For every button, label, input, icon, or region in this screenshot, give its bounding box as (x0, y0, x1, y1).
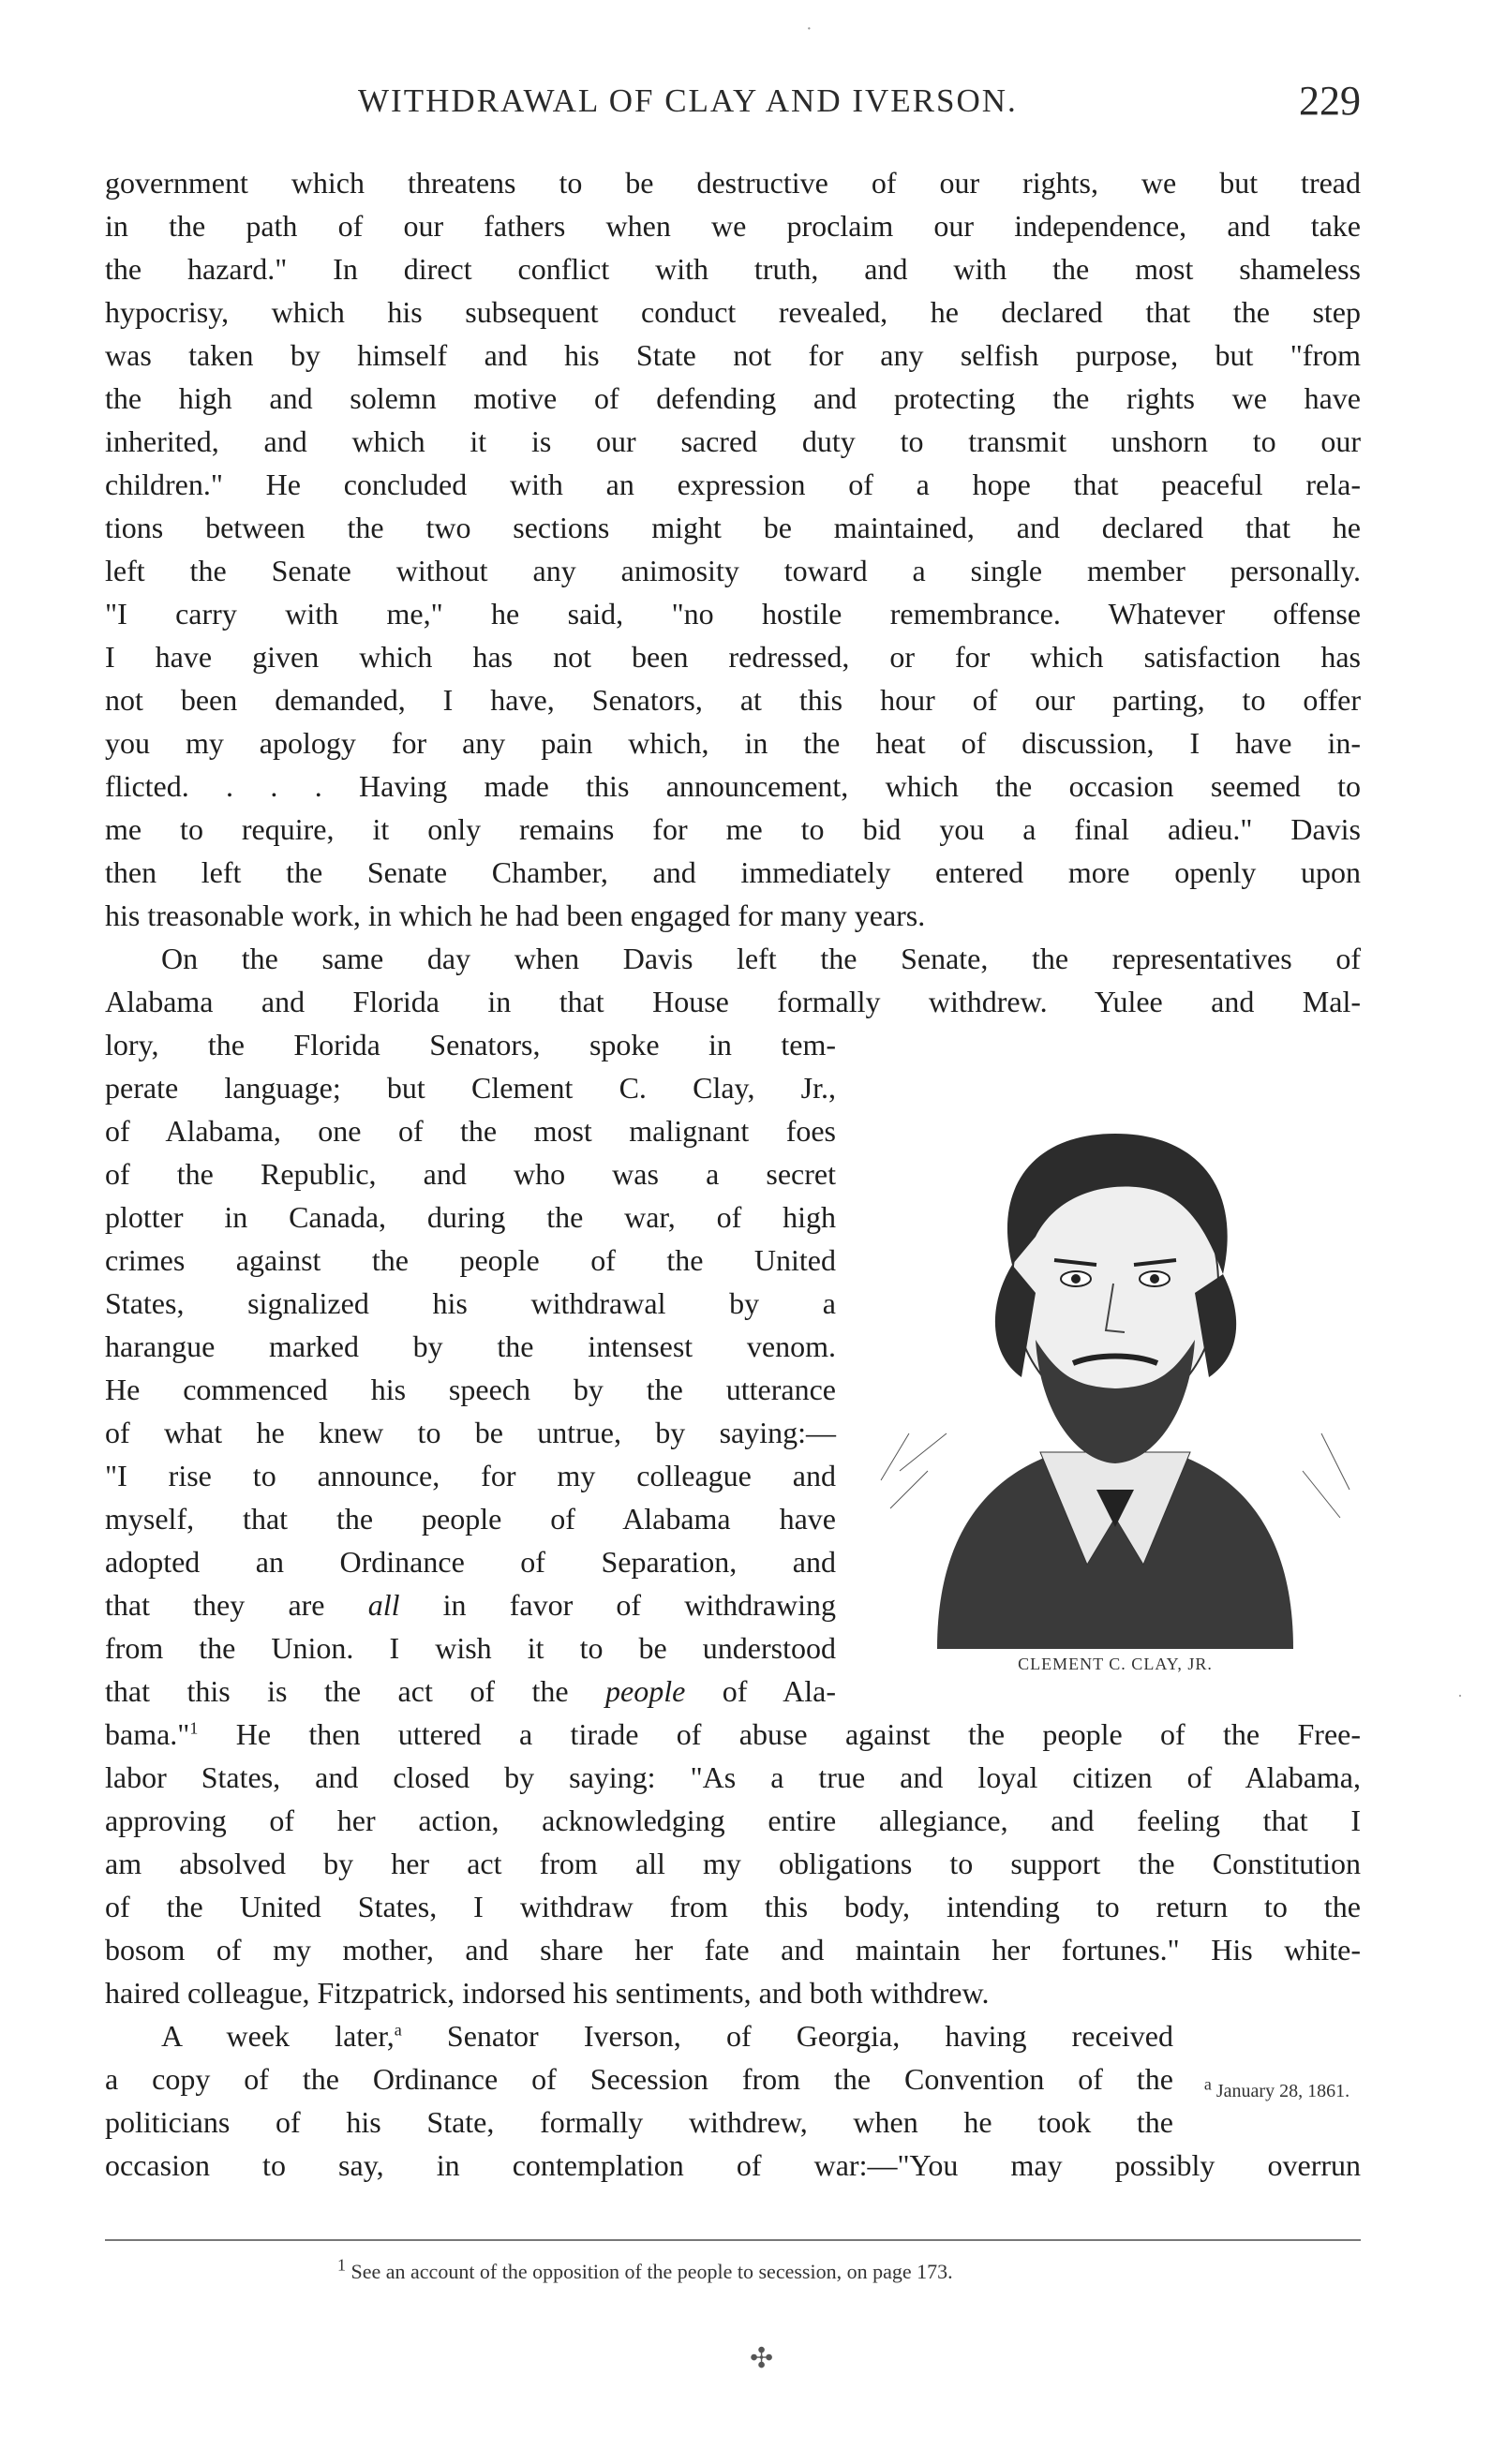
text-line (105, 1583, 836, 1626)
text-line: in the path of our fathers when we proclaim our independence, and take (105, 209, 1361, 243)
ornament-icon: ✣ (750, 2343, 774, 2374)
text-line: of the United States, I withdraw from this body, intending to return to the (105, 1890, 1361, 1923)
text-line: approving of her action, acknowledging entire allegiance, and feeling that I (105, 1803, 1361, 1837)
print-speck: · (1457, 1686, 1463, 1705)
text-line: am absolved by her act from all my obligations to support the Constitution (105, 1847, 1361, 1880)
text-line: plotter in Canada, during the war, of high (105, 1200, 836, 1234)
text-line: me to require, it only remains for me to bid you a final adieu." Davis (105, 812, 1361, 846)
footnote-text: See an account of the opposition of the people to secession, on page 173. (346, 2260, 953, 2283)
running-title: WITHDRAWAL OF CLAY AND IVERSON. (358, 82, 1018, 119)
margin-note-date: January 28, 1861. (1215, 2081, 1350, 2101)
text-line: States, signalized his withdrawal by a (105, 1286, 836, 1320)
text-line: bosom of my mother, and share her fate and maintain her fortunes." His white- (105, 1933, 1361, 1967)
text-line: not been demanded, I have, Senators, at this hour of our parting, to offer (105, 683, 1361, 717)
text-line: myself, that the people of Alabama have (105, 1502, 836, 1536)
text-line: of what he knew to be untrue, by saying:— (105, 1416, 836, 1449)
margin-note (1195, 2074, 1359, 2102)
footnote-marker: 1 (337, 2255, 346, 2275)
portrait-engraving (872, 1077, 1359, 1649)
portrait-figure (872, 1077, 1359, 1696)
text-line: the hazard." In direct conflict with truth, and with the most shameless (105, 252, 1361, 286)
text-span: that this is the act of the (105, 1674, 606, 1708)
margin-note-marker: a (1203, 2074, 1212, 2094)
text-line: adopted an Ordinance of Separation, and (105, 1545, 836, 1579)
text-line: the high and solemn motive of defending and protecting the rights we have (105, 381, 1361, 415)
text-line: tions between the two sections might be maintained, and declared that he (105, 511, 1361, 544)
text-line: On the same day when Davis left the Senate, the representatives of (161, 942, 1361, 975)
text-line: occasion to say, in contemplation of war:—"You may possibly overrun (105, 2148, 1361, 2182)
text-line: "I rise to announce, for my colleague and (105, 1459, 836, 1492)
text-line: of Alabama, one of the most malignant foes (105, 1114, 836, 1148)
text-span: Senator Iverson, of Georgia, having received (401, 2019, 1174, 2053)
emphasis-text: all (367, 1588, 400, 1622)
text-line: "I carry with me," he said, "no hostile remembrance. Whatever offense (105, 597, 1361, 631)
text-line: politicians of his State, formally withdrew, when he took the (105, 2105, 1173, 2139)
figure-caption: CLEMENT C. CLAY, JR. (1018, 1655, 1213, 1673)
text-span: bama." (105, 1717, 190, 1751)
text-line: Alabama and Florida in that House formally withdrew. Yulee and Mal- (105, 985, 1361, 1018)
text-line (105, 1670, 836, 1713)
text-span: He then uttered a tirade of abuse against the people of the Free- (198, 1717, 1361, 1751)
page-number: 229 (1299, 78, 1361, 124)
text-line: lory, the Florida Senators, spoke in tem- (105, 1028, 836, 1061)
text-line: a copy of the Ordinance of Secession from the Convention of the (105, 2062, 1173, 2096)
text-line: I have given which has not been redressed, or for which satisfaction has (105, 640, 1361, 674)
text-line: left the Senate without any animosity toward a single member personally. (105, 554, 1361, 587)
print-speck: · (806, 19, 813, 39)
text-span: that they are (105, 1588, 368, 1622)
text-line (105, 1713, 1361, 1756)
text-line: his treasonable work, in which he had been engaged for many years. (105, 898, 926, 932)
text-line: was taken by himself and his State not for any selfish purpose, but "from (105, 338, 1361, 372)
text-span: in favor of withdrawing (399, 1588, 837, 1622)
footnote-ref: 1 (189, 1718, 199, 1738)
text-line: labor States, and closed by saying: "As a true and loyal citizen of Alabama, (105, 1760, 1361, 1794)
text-line: you my apology for any pain which, in the heat of discussion, I have in- (105, 726, 1361, 760)
text-line: hypocrisy, which his subsequent conduct revealed, he declared that the step (105, 295, 1361, 329)
text-line: perate language; but Clement C. Clay, Jr., (105, 1071, 836, 1105)
footnote-rule (105, 2239, 1361, 2241)
text-line: of the Republic, and who was a secret (105, 1157, 836, 1191)
text-line: inherited, and which it is our sacred duty to transmit unshorn to our (105, 424, 1361, 458)
text-span: A week later, (161, 2019, 395, 2053)
footnote (337, 2255, 953, 2284)
text-line: harangue marked by the intensest venom. (105, 1329, 836, 1363)
emphasis-text: people (605, 1674, 686, 1708)
text-line: crimes against the people of the United (105, 1243, 836, 1277)
text-line: flicted. . . . Having made this announcement, which the occasion seemed to (105, 769, 1361, 803)
text-line: government which threatens to be destructive of our rights, we but tread (105, 166, 1361, 200)
text-line (105, 2014, 1173, 2057)
text-line: from the Union. I wish it to be understood (105, 1631, 836, 1665)
text-line: haired colleague, Fitzpatrick, indorsed his sentiments, and both withdrew. (105, 1976, 990, 2010)
page-header (105, 78, 1361, 131)
margin-ref: a (394, 2020, 402, 2040)
text-span: of Ala- (685, 1674, 837, 1708)
text-line: children." He concluded with an expression of a hope that peaceful rela- (105, 468, 1361, 501)
text-line: He commenced his speech by the utterance (105, 1373, 836, 1406)
text-line: then left the Senate Chamber, and immediately entered more openly upon (105, 855, 1361, 889)
